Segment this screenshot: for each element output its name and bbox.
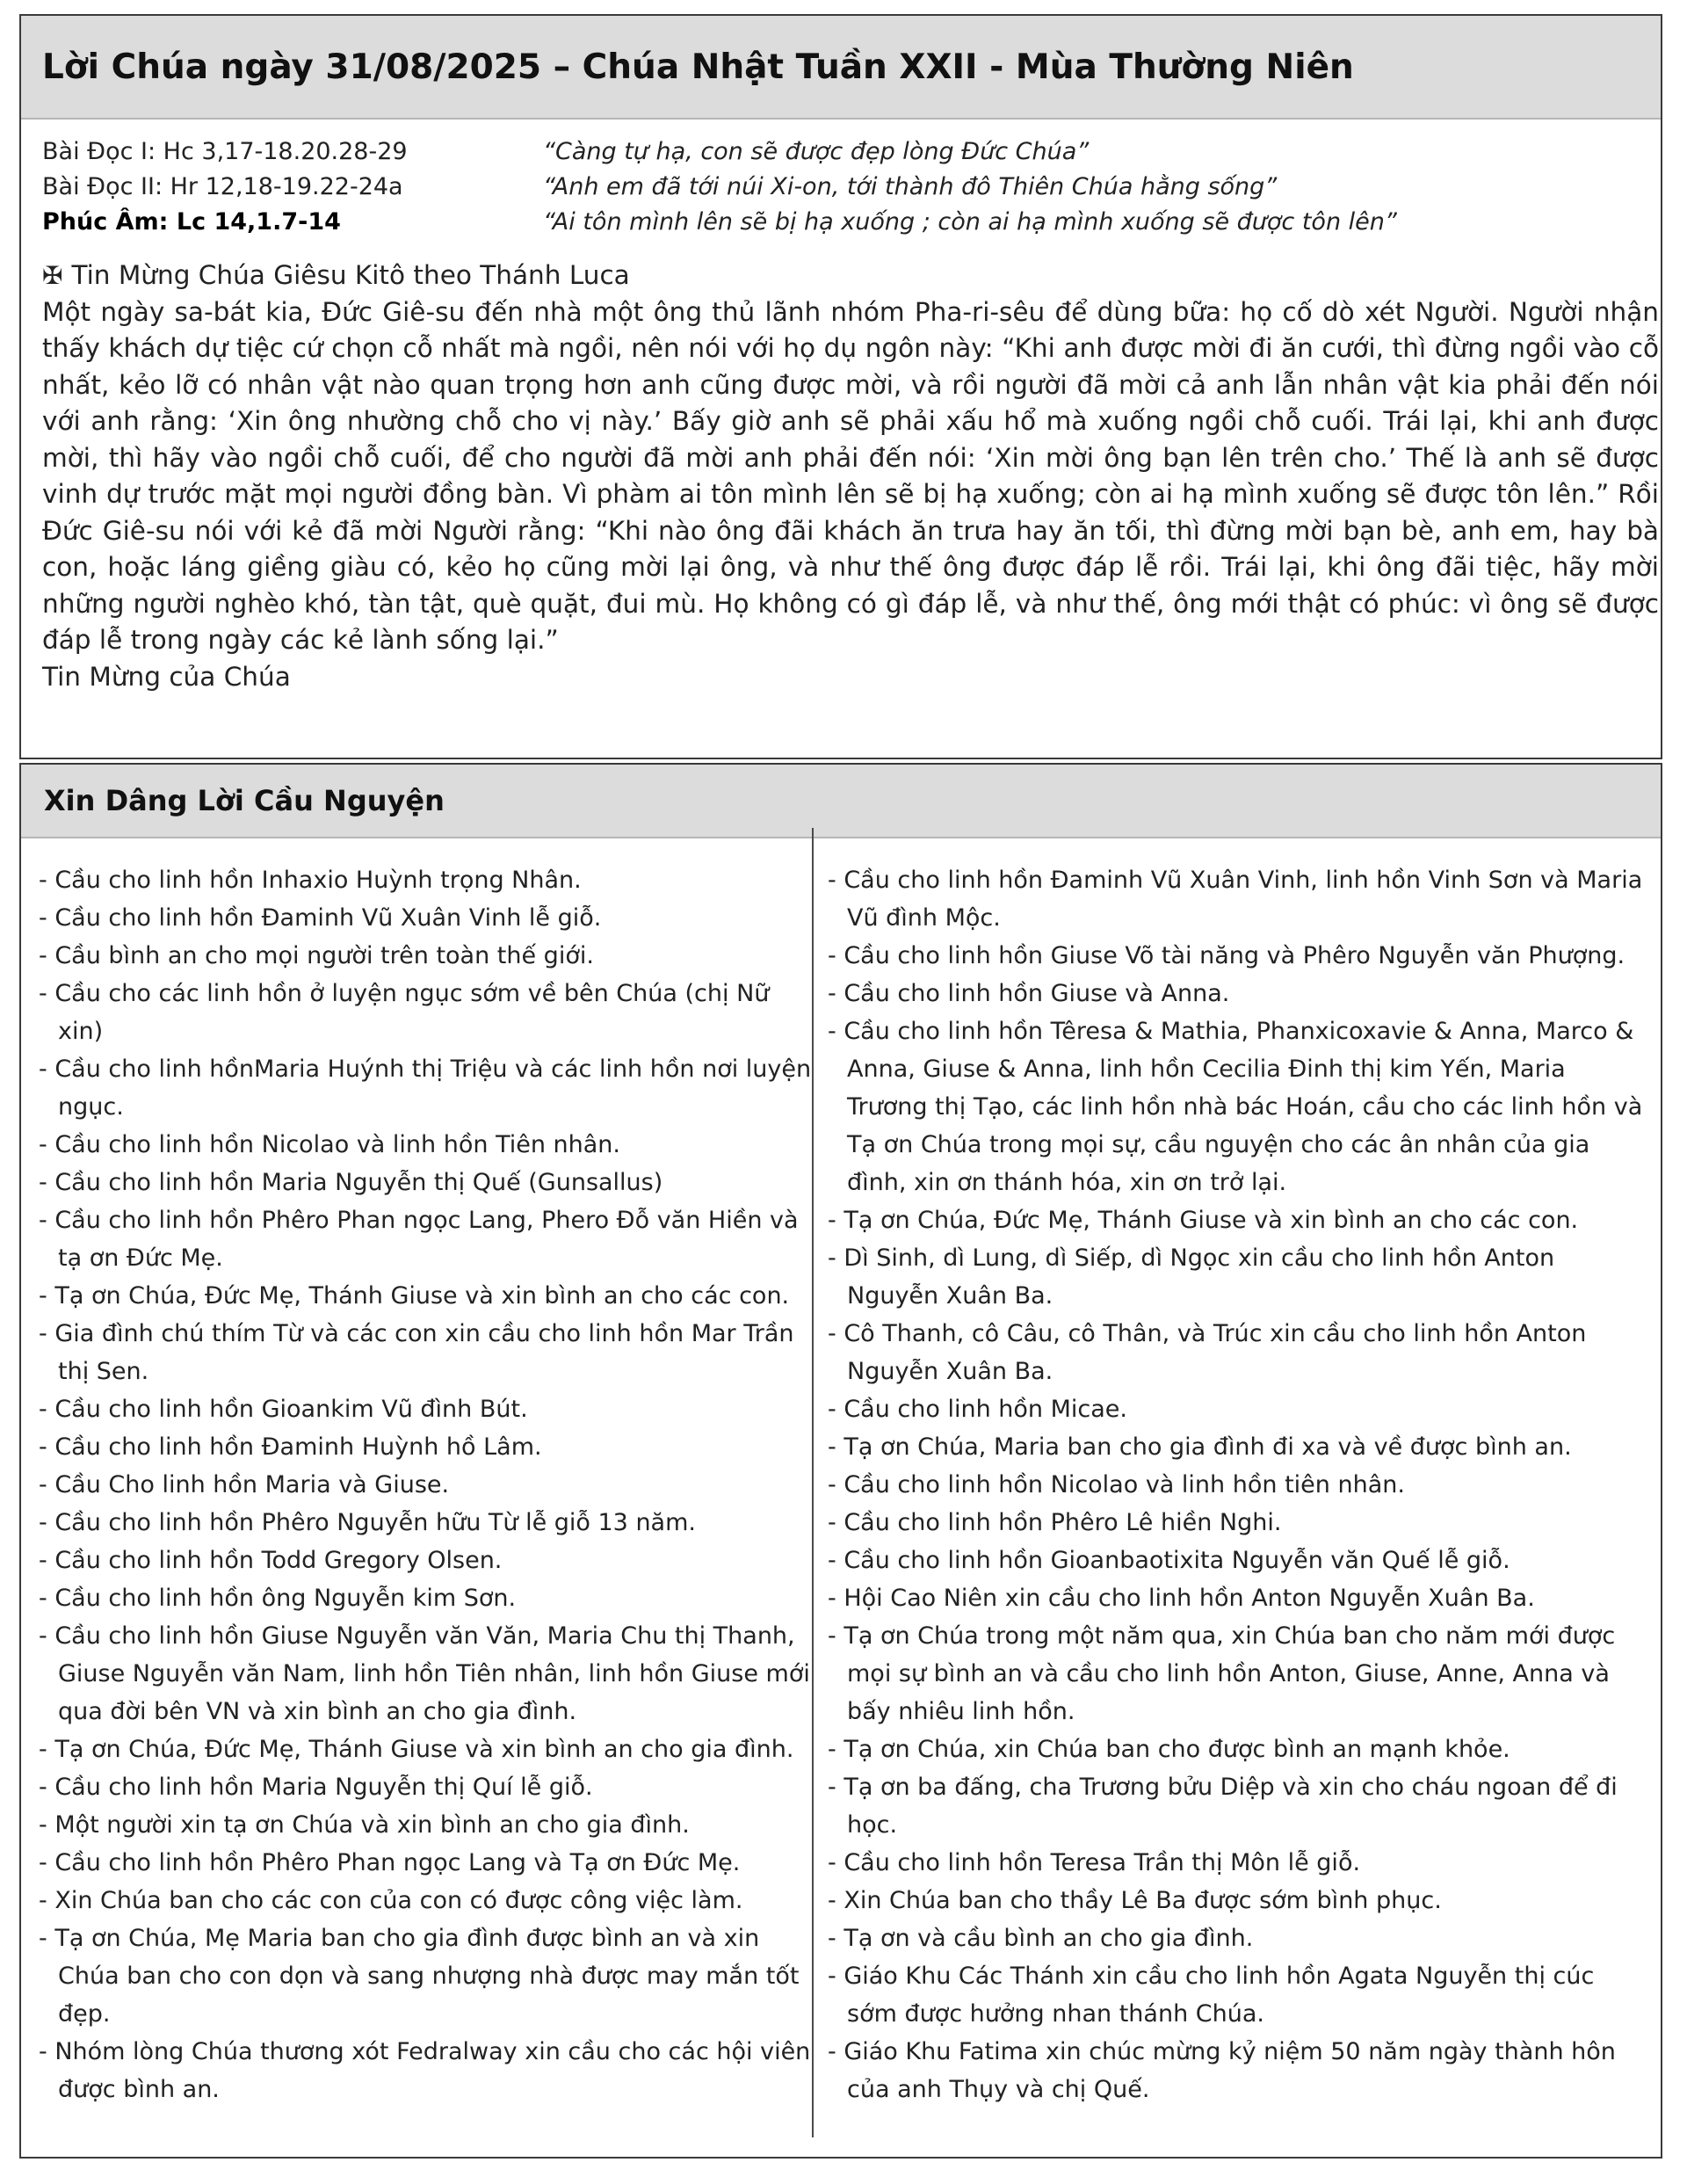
prayer-panel <box>19 763 1662 2159</box>
prayer-item: - Xin Chúa ban cho thầy Lê Ba được sớm bình phục. <box>828 1882 1645 1919</box>
prayer-item: - Cầu cho linh hồn Inhaxio Huỳnh trọng Nhân. <box>39 861 812 899</box>
prayer-item: - Cầu cho linh hồn Nicolao và linh hồn tiên nhân. <box>828 1466 1645 1504</box>
prayer-item: - Tạ ơn Chúa, Mẹ Maria ban cho gia đình được bình an và xin Chúa ban cho con dọn và sang nhượng nhà được may mắn tốt đẹp. <box>39 1919 812 2033</box>
prayer-item: - Nhóm lòng Chúa thương xót Fedralway xin cầu cho các hội viên được bình an. <box>39 2033 812 2108</box>
gospel-closing: Tin Mừng của Chúa <box>42 661 291 692</box>
prayer-item: - Cầu cho linh hồn Đaminh Vũ Xuân Vinh, linh hồn Vinh Sơn và Maria Vũ đình Mộc. <box>828 861 1645 937</box>
gospel-panel-title: Lời Chúa ngày 31/08/2025 – Chúa Nhật Tuần XXII - Mùa Thường Niên <box>42 47 1354 87</box>
prayer-item: - Tạ ơn Chúa trong một năm qua, xin Chúa ban cho năm mới được mọi sự bình an và cầu cho linh hồn Anton, Giuse, Anne, Anna và bấy nhiêu linh hồn. <box>828 1617 1645 1731</box>
prayer-item: - Cầu cho linh hồn Teresa Trần thị Môn lễ giỗ. <box>828 1844 1645 1882</box>
prayer-item: - Cầu cho linh hồn Gioankim Vũ đình Bút. <box>39 1390 812 1428</box>
prayer-item: - Tạ ơn Chúa, Đức Mẹ, Thánh Giuse và xin bình an cho các con. <box>39 1277 812 1315</box>
prayer-item: - Cầu cho linh hồn Đaminh Huỳnh hồ Lâm. <box>39 1428 812 1466</box>
gospel-body: Một ngày sa-bát kia, Đức Giê-su đến nhà một ông thủ lãnh nhóm Pha-ri-sêu để dùng bữa: họ cố dò xét Người. Người nhận thấy khách dự tiệc cứ chọn cỗ nhất mà ngồi, nên nói với họ dụ ngôn này: “Khi anh được mời đi ăn cưới, thì đừng ngồi vào cỗ nhất, kẻo lỡ có nhân vật nào quan trọng hơn anh cũng được mời, và rồi người đã mời cả anh lẫn nhân vật kia phải đến nói với anh rằng: ‘Xin ông nhường chỗ cho vị này.’ Bấy giờ anh sẽ phải xấu hổ mà xuống ngồi chỗ cuối. Trái lại, khi anh được mời, thì hãy vào ngồi chỗ cuối, để cho người đã mời anh phải đến nói: ‘Xin mời ông bạn lên trên cho.’ Thế là anh sẽ được vinh dự trước mặt mọi người đồng bàn. Vì phàm ai tôn mình lên sẽ bị hạ xuống; còn ai hạ mình xuống sẽ được tôn lên.” Rồi Đức Giê-su nói với kẻ đã mời Người rằng: “Khi nào ông đãi khách ăn trưa hay ăn tối, thì đừng mời bạn bè, anh em, hay bà con, hoặc láng giềng giàu có, kẻo họ cũng mời lại ông, và như thế ông được đáp lễ rồi. Trái lại, khi ông đãi tiệc, hãy mời những người nghèo khó, tàn tật, què quặt, đui mù. Họ không có gì đáp lễ, và như thế, ông mới thật có phúc: vì ông sẽ được đáp lễ trong ngày các kẻ lành sống lại.” <box>42 296 1659 655</box>
prayer-item: - Giáo Khu Các Thánh xin cầu cho linh hồn Agata Nguyễn thị cúc sớm được hưởng nhan thánh Chúa. <box>828 1957 1645 2033</box>
prayer-item: - Cầu cho linh hồn Têresa & Mathia, Phanxicoxavie & Anna, Marco & Anna, Giuse & Anna, linh hồn Cecilia Đinh thị kim Yến, Maria Trương thị Tạo, các linh hồn nhà bác Hoán, cầu cho các linh hồn và Tạ ơn Chúa trong mọi sự, cầu nguyện cho các ân nhân của gia đình, xin ơn thánh hóa, xin ơn trở lại. <box>828 1012 1645 1201</box>
gospel-text <box>42 258 1659 695</box>
gospel-reference: Phúc Âm: Lc 14,1.7-14 <box>42 207 341 236</box>
prayer-item: - Cầu cho linh hồn Giuse Nguyễn văn Văn, Maria Chu thị Thanh, Giuse Nguyễn văn Nam, linh hồn Tiên nhân, linh hồn Giuse mới qua đời bên VN và xin bình an cho gia đình. <box>39 1617 812 1731</box>
prayer-item: - Cầu cho các linh hồn ở luyện ngục sớm về bên Chúa (chị Nữ xin) <box>39 975 812 1050</box>
gospel-heading <box>42 258 1659 294</box>
gospel-quote: “Ai tôn mình lên sẽ bị hạ xuống ; còn ai hạ mình xuống sẽ được tôn lên” <box>543 207 1397 236</box>
reading-quote: “Anh em đã tới núi Xi-on, tới thành đô Thiên Chúa hằng sống” <box>543 172 1278 200</box>
prayer-item: - Xin Chúa ban cho các con của con có được công việc làm. <box>39 1882 812 1919</box>
readings-list <box>42 134 1650 239</box>
prayer-item: - Cầu cho linh hồn Nicolao và linh hồn Tiên nhân. <box>39 1126 812 1164</box>
reading-reference: Bài Đọc I: Hc 3,17-18.20.28-29 <box>42 137 408 165</box>
prayer-item: - Cầu cho linh hồn Phêro Phan ngọc Lang, Phero Đỗ văn Hiền và tạ ơn Đức Mẹ. <box>39 1201 812 1277</box>
prayer-item: - Một người xin tạ ơn Chúa và xin bình an cho gia đình. <box>39 1806 812 1844</box>
prayer-item: - Cầu cho linh hồn Micae. <box>828 1390 1645 1428</box>
prayer-item: - Cầu bình an cho mọi người trên toàn thế giới. <box>39 937 812 975</box>
prayer-item: - Cầu cho linh hồn ông Nguyễn kim Sơn. <box>39 1579 812 1617</box>
prayer-item: - Cầu cho linh hồn Phêro Nguyễn hữu Từ lễ giỗ 13 năm. <box>39 1504 812 1542</box>
prayer-list-left <box>39 861 812 2108</box>
prayer-item: - Cầu cho linh hồnMaria Huýnh thị Triệu và các linh hồn nơi luyện ngục. <box>39 1050 812 1126</box>
prayer-item: - Dì Sinh, dì Lung, dì Siếp, dì Ngọc xin cầu cho linh hồn Anton Nguyễn Xuân Ba. <box>828 1239 1645 1315</box>
prayer-item: - Tạ ơn Chúa, Đức Mẹ, Thánh Giuse và xin bình an cho gia đình. <box>39 1731 812 1768</box>
column-divider <box>812 828 814 2137</box>
prayer-item: - Tạ ơn Chúa, Maria ban cho gia đình đi xa và về được bình an. <box>828 1428 1645 1466</box>
prayer-item: - Hội Cao Niên xin cầu cho linh hồn Anton Nguyễn Xuân Ba. <box>828 1579 1645 1617</box>
reading-row-first <box>42 134 1650 169</box>
prayer-item: - Tạ ơn Chúa, Đức Mẹ, Thánh Giuse và xin bình an cho các con. <box>828 1201 1645 1239</box>
prayer-item: - Tạ ơn Chúa, xin Chúa ban cho được bình an mạnh khỏe. <box>828 1731 1645 1768</box>
prayer-item: - Cầu cho linh hồn Phêro Phan ngọc Lang và Tạ ơn Đức Mẹ. <box>39 1844 812 1882</box>
gospel-panel <box>19 14 1662 759</box>
prayer-item: - Giáo Khu Fatima xin chúc mừng kỷ niệm 50 năm ngày thành hôn của anh Thụy và chị Quế. <box>828 2033 1645 2108</box>
gospel-heading-text: Tin Mừng Chúa Giêsu Kitô theo Thánh Luca <box>71 260 630 290</box>
prayer-item: - Cầu Cho linh hồn Maria và Giuse. <box>39 1466 812 1504</box>
cross-icon: ✠ <box>42 261 63 290</box>
prayer-item: - Cầu cho linh hồn Todd Gregory Olsen. <box>39 1542 812 1579</box>
prayer-item: - Cầu cho linh hồn Phêro Lê hiền Nghi. <box>828 1504 1645 1542</box>
prayer-item: - Cầu cho linh hồn Giuse Võ tài năng và Phêro Nguyễn văn Phượng. <box>828 937 1645 975</box>
reading-row-second <box>42 169 1650 204</box>
prayer-item: - Tạ ơn ba đấng, cha Trương bửu Diệp và xin cho cháu ngoan để đi học. <box>828 1768 1645 1844</box>
prayer-item: - Gia đình chú thím Từ và các con xin cầu cho linh hồn Mar Trần thị Sen. <box>39 1315 812 1390</box>
prayer-panel-title: Xin Dâng Lời Cầu Nguyện <box>44 784 445 817</box>
gospel-header <box>21 16 1661 120</box>
reading-quote: “Càng tự hạ, con sẽ được đẹp lòng Đức Chúa” <box>543 137 1090 165</box>
prayer-item: - Cầu cho linh hồn Giuse và Anna. <box>828 975 1645 1012</box>
prayer-list-right <box>828 861 1645 2108</box>
prayer-item: - Cầu cho linh hồn Maria Nguyễn thị Quí lễ giỗ. <box>39 1768 812 1806</box>
prayer-column-left <box>39 861 812 2108</box>
prayer-item: - Cầu cho linh hồn Maria Nguyễn thị Quế (Gunsallus) <box>39 1164 812 1201</box>
prayer-header <box>21 765 1661 838</box>
reading-reference: Bài Đọc II: Hr 12,18-19.22-24a <box>42 172 403 200</box>
reading-row-gospel <box>42 204 1650 239</box>
prayer-item: - Cầu cho linh hồn Gioanbaotixita Nguyễn văn Quế lễ giỗ. <box>828 1542 1645 1579</box>
prayer-item: - Cô Thanh, cô Câu, cô Thân, và Trúc xin cầu cho linh hồn Anton Nguyễn Xuân Ba. <box>828 1315 1645 1390</box>
prayer-item: - Cầu cho linh hồn Đaminh Vũ Xuân Vinh lễ giỗ. <box>39 899 812 937</box>
prayer-column-right <box>828 861 1645 2108</box>
prayer-item: - Tạ ơn và cầu bình an cho gia đình. <box>828 1919 1645 1957</box>
